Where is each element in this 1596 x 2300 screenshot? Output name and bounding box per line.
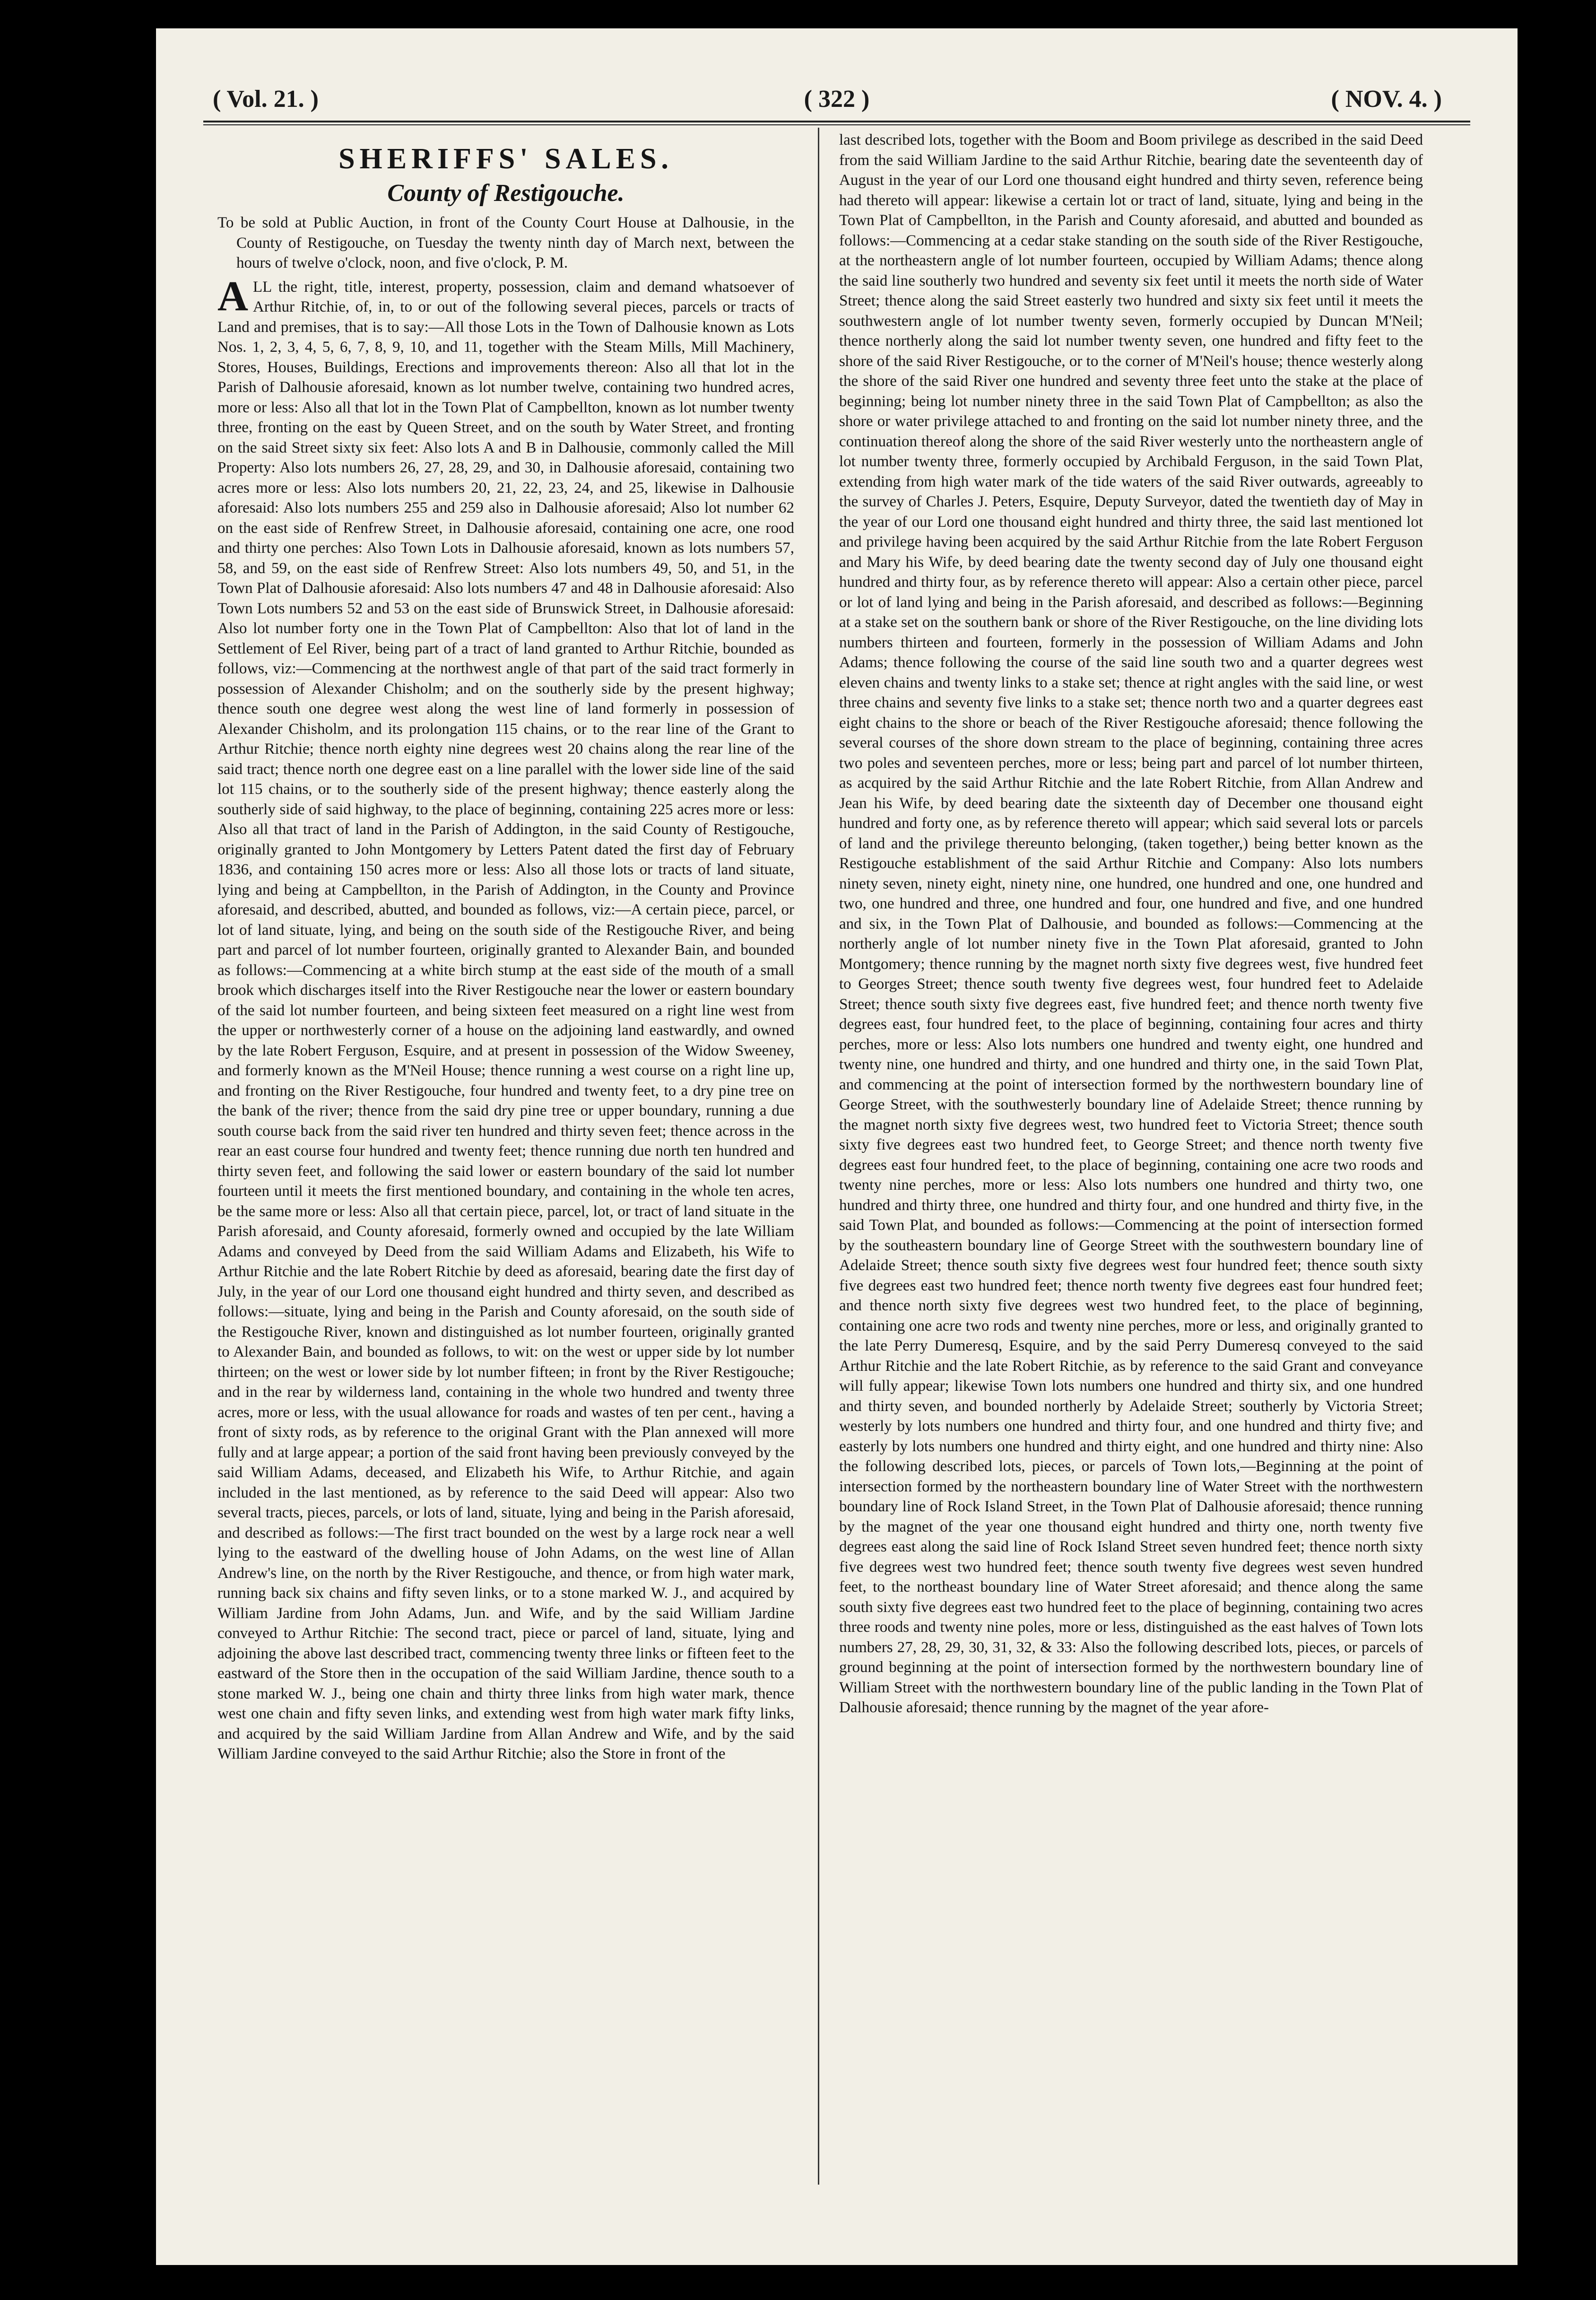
left-column xyxy=(217,130,794,1764)
left-column-text xyxy=(217,272,794,1764)
sale-notice-intro: To be sold at Public Auction, in front of the County Court House at Dalhousie, in the County of Restigouche, on Tuesday the twenty ninth day of March next, between the hours of twelve o'clock, noon, and five o'clock, P. M. xyxy=(217,214,794,271)
right-column-text: last described lots, together with the Boom and Boom privilege as described in the said Deed from the said William Jardine to the said Arthur Ritchie, bearing date the seventeenth day of August in the year of our Lord one thousand eight hundred and thirty seven, reference being had thereto will appear: likewise a certain lot or tract of land, situate, lying and being in the Town Plat of Campbellton, in the Parish and County aforesaid, and abutted and bounded as follows:—Commencing at a cedar stake standing on the south side of the River Restigouche, at the northeastern angle of lot number fourteen, occupied by William Adams; thence along the said line southerly two hundred and seventy six feet until it meets the north side of Water Street; thence along the said Street easterly two hundred and sixty six feet until it meets the southwestern angle of lot number twenty seven, formerly occupied by Duncan M'Neil; thence northerly along the said lot number twenty seven, one hundred and fifty feet to the shore of the said River Restigouche, or to the corner of M'Neil's house; thence westerly along the shore of the said River one hundred and seventy three feet unto the stake at the place of beginning; being lot number ninety three in the said Town Plat of Campbellton; as also the shore or water privilege attached to and fronting on the said lot number ninety three, and the continuation thereof along the shore of the said River westerly unto the northeastern angle of lot number twenty three, formerly occupied by Archibald Ferguson, in the said Town Plat, extending from high water mark of the tide waters of the said River outwards, agreeably to the survey of Charles J. Peters, Esquire, Deputy Surveyor, dated the twentieth day of May in the year of our Lord one thousand eight hundred and thirty three, the said last mentioned lot and privilege having been acquired by the said Arthur Ritchie from the late Robert Ferguson and Mary his Wife, by deed bearing date the twenty second day of July one thousand eight hundred and thirty four, as by reference thereto will appear: Also a certain other piece, parcel or lot of land lying and being in the Parish aforesaid, and described as follows:—Beginning at a stake set on the southern bank or shore of the River Restigouche, on the line dividing lots numbers thirteen and fourteen, formerly in the possession of William Adams and John Adams; thence following the course of the said line south two and a quarter degrees west eleven chains and twenty links to a stake set; thence at right angles with the said line, or west three chains and seventy five links to a stake set; thence north two and a quarter degrees east eight chains to the shore or beach of the River Restigouche aforesaid; thence following the several courses of the shore down stream to the place of beginning, containing three acres two poles and seventeen perches, more or less; being part and parcel of lot number thirteen, as acquired by the said Arthur Ritchie and the late Robert Ritchie, from Allan Andrew and Jean his Wife, by deed bearing date the sixteenth day of December one thousand eight hundred and forty one, as by reference thereto will appear; which said several lots or parcels of land and the privilege thereunto belonging, (taken together,) being better known as the Restigouche establishment of the said Arthur Ritchie and Company: Also lots numbers ninety seven, ninety eight, ninety nine, one hundred, one hundred and one, one hundred and two, one hundred and three, one hundred and four, one hundred and five, and one hundred and six, in the Town Plat of Dalhousie, and bounded as follows:—Commencing at the northerly angle of lot number ninety five in the Town Plat aforesaid, granted to John Montgomery; thence running by the magnet north sixty five degrees west, five hundred feet to Georges Street; thence south twenty five degrees west, four hundred feet to Adelaide Street; thence south sixty five degrees east, five hundred feet; and thence north twenty five degrees east, four hundred feet, to the place of beginning, containing four acres and thirty perches, more or less: Also lots numbers one hundred and twenty eight, one hundred and twenty nine, one hundred and thirty, and one hundred and thirty one, in the said Town Plat, and commencing at the point of intersection formed by the northwestern boundary line of George Street, with the southwesterly boundary line of Adelaide Street; thence running by the magnet north sixty five degrees west, two hundred feet to Victoria Street; thence south sixty five degrees east two hundred feet, to George Street; and thence north twenty five degrees east four hundred feet, to the place of beginning, containing one acre two roods and twenty nine perches, more or less: Also lots numbers one hundred and thirty two, one hundred and thirty three, one hundred and thirty four, and one hundred and thirty five, in the said Town Plat, and bounded as follows:—Commencing at the point of intersection formed by the southeastern boundary line of George Street with the southwestern boundary line of Adelaide Street; thence south sixty five degrees west four hundred feet; thence south sixty five degrees east two hundred feet; thence north twenty five degrees east four hundred feet; and thence north sixty five degrees west two hundred feet, to the place of beginning, containing one acre two rods and twenty nine perches, more or less, and originally granted to the late Perry Dumeresq, Esquire, and by the said Perry Dumeresq conveyed to the said Arthur Ritchie and the late Robert Ritchie, as by reference to the said Grant and conveyance will fully appear; likewise Town lots numbers one hundred and thirty six, and one hundred and thirty seven, and bounded northerly by Adelaide Street; southerly by Victoria Street; westerly by lots numbers one hundred and thirty four, and one hundred and thirty five; and easterly by lots numbers one hundred and thirty eight, and one hundred and thirty nine: Also the following described lots, pieces, or parcels of Town lots,—Beginning at the point of intersection formed by the northeastern boundary line of Water Street with the northwestern boundary line of Rock Island Street, in the Town Plat of Dalhousie aforesaid; thence running by the magnet of the year one thousand eight hundred and thirty one, north twenty five degrees east along the said line of Rock Island Street seven hundred feet; thence north sixty five degrees west two hundred feet; thence south twenty five degrees west seven hundred feet, to the northeast boundary line of Water Street aforesaid; and thence along the same south sixty five degrees east two hundred feet to the place of beginning, containing two acres three roods and twenty nine poles, more or less, distinguished as the east halves of Town lots numbers 27, 28, 29, 30, 31, 32, & 33: Also the following described lots, pieces, or parcels of ground beginning at the point of intersection formed by the northwestern boundary line of William Street with the northwestern boundary line of the public landing in the Town Plat of Dalhousie aforesaid; thence running by the magnet of the year afore- xyxy=(839,131,1423,1716)
section-title: SHERIFFS' SALES. xyxy=(338,143,673,175)
volume-label: ( Vol. 21. ) xyxy=(213,86,319,113)
header-rule xyxy=(203,121,1470,122)
newspaper-page xyxy=(156,28,1518,2265)
issue-date: ( NOV. 4. ) xyxy=(1331,86,1442,113)
county-heading: County of Restigouche. xyxy=(387,179,625,207)
page-header xyxy=(156,66,1518,118)
column-divider xyxy=(818,128,819,2185)
header-rule-thin xyxy=(203,124,1470,125)
left-body: LL the right, title, interest, property, possession, claim and demand whatsoever of Arthur Ritchie, of, in, to or out of the following several pieces, parcels or tracts of Land and premises, that is to say:—All those Lots in the Town of Dalhousie known as Lots Nos. 1, 2, 3, 4, 5, 6, 7, 8, 9, 10, and 11, together with the Steam Mills, Mill Machinery, Stores, Houses, Buildings, Erections and improvements thereon: Also all that lot in the Parish of Dalhousie aforesaid, known as lot number twelve, containing two hundred acres, more or less: Also all that lot in the Town Plat of Campbellton, known as lot number twenty three, fronting on the east by Queen Street, and on the south by Water Street, and fronting on the said Street sixty six feet: Also lots A and B in Dalhousie, commonly called the Mill Property: Also lots numbers 26, 27, 28, 29, and 30, in Dalhousie aforesaid, containing two acres more or less: Also lots numbers 20, 21, 22, 23, 24, and 25, likewise in Dalhousie aforesaid: Also lots numbers 255 and 259 also in Dalhousie aforesaid; Also lot number 62 on the east side of Renfrew Street, in Dalhousie aforesaid, containing one acre, one rood and thirty one perches: Also Town Lots in Dalhousie aforesaid, known as lots numbers 57, 58, and 59, on the east side of Renfrew Street: Also lots numbers 49, 50, and 51, in the Town Plat of Dalhousie aforesaid: Also lots numbers 47 and 48 in Dalhousie aforesaid: Also Town Lots numbers 52 and 53 on the east side of Brunswick Street, in Dalhousie aforesaid: Also lot number forty one in the Town Plat of Campbellton: Also that lot of land in the Settlement of Eel River, being part of a tract of land granted to Arthur Ritchie, bounded as follows, viz:—Commencing at the northwest angle of that part of the said tract formerly in possession of Alexander Chisholm; and on the southerly side by the present highway; thence south one degree west along the west line of land formerly in possession of Alexander Chisholm, and its prolongation 115 chains, or to the rear line of the Grant to Arthur Ritchie; thence north eighty nine degrees west 20 chains along the rear line of the said tract; thence north one degree east on a line parallel with the lower side line of the said lot 115 chains, or to the southerly side of the present highway; thence easterly along the southerly side of said highway, to the place of beginning, containing 225 acres more or less: Also all that tract of land in the Parish of Addington, in the said County of Restigouche, originally granted to John Montgomery by Letters Patent dated the first day of February 1836, and containing 150 acres more or less: Also all those lots or tracts of land situate, lying and being at Campbellton, in the Parish of Addington, in the County and Province aforesaid, and described, abutted, and bounded as follows, viz:—A certain piece, parcel, or lot of land situate, lying, and being on the south side of the Restigouche River, and being part and parcel of lot number fourteen, originally granted to Alexander Bain, and bounded as follows:—Commencing at a white birch stump at the east side of the mouth of a small brook which discharges itself into the River Restigouche near the lower or eastern boundary of the said lot number fourteen, and being sixteen feet measured on a right line west from the upper or northwesterly corner of a house on the adjoining land eastwardly, and owned by the late Robert Ferguson, Esquire, and at present in possession of the Widow Sweeney, and formerly known as the M'Neil House; thence running a west course on a right line up, and fronting on the River Restigouche, four hundred and twenty feet, to a dry pine tree on the bank of the river; thence from the said dry pine tree or upper boundary, running a due south course back from the said river ten hundred and thirty seven feet; thence across in the rear an east course four hundred and twenty feet; thence running due north ten hundred and thirty seven feet, and following the said lower or eastern boundary of the said lot number fourteen until it meets the first mentioned boundary, and containing in the whole ten acres, be the same more or less: Also all that certain piece, parcel, lot, or tract of land situate in the Parish aforesaid, and County aforesaid, formerly owned and occupied by the late William Adams and conveyed by Deed from the said William Adams and Elizabeth, his Wife to Arthur Ritchie and the late Robert Ritchie by deed as aforesaid, bearing date the first day of July, in the year of our Lord one thousand eight hundred and thirty seven, and described as follows:—situate, lying and being in the Parish and County aforesaid, on the south side of the Restigouche River, known and distinguished as lot number fourteen, originally granted to Alexander Bain, and bounded as follows, to wit: on the west or upper side by lot number thirteen; on the west or lower side by lot number fifteen; in front by the River Restigouche; and in the rear by wilderness land, containing in the whole two hundred and twenty three acres, more or less, with the usual allowance for roads and wastes of ten per cent., having a front of sixty rods, as by reference to the original Grant with the Plan annexed will more fully and at large appear; a portion of the said front having been previously conveyed by the said William Adams, deceased, and Elizabeth his Wife, to Arthur Ritchie, and again included in the last mentioned, as by reference to the said Deed will appear: Also two several tracts, pieces, parcels, or lots of land, situate, lying and being in the Parish aforesaid, and described as follows:—The first tract bounded on the west by a large rock near a well lying to the eastward of the dwelling house of John Adams, on the west line of Allan Andrew's line, on the north by the River Restigouche, and thence, or from high water mark, running back six chains and fifty seven links, or to a stone marked W. J., and acquired by William Jardine from John Adams, Jun. and Wife, and by the said William Jardine conveyed to Arthur Ritchie: The second tract, piece or parcel of land, situate, lying and adjoining the above last described tract, commencing twenty three links or fifteen feet to the eastward of the Store then in the occupation of the said William Jardine, thence south to a stone marked W. J., being one chain and thirty three links from high water mark, thence west one chain and fifty seven links, and extending west from high water mark fifty links, and acquired by the said William Jardine from Allan Andrew and Wife, and by the said William Jardine conveyed to the said Arthur Ritchie; also the Store in front of the xyxy=(217,278,794,1762)
drop-cap: A xyxy=(217,272,248,320)
page-number: ( 322 ) xyxy=(804,86,870,113)
right-column xyxy=(839,130,1423,1718)
